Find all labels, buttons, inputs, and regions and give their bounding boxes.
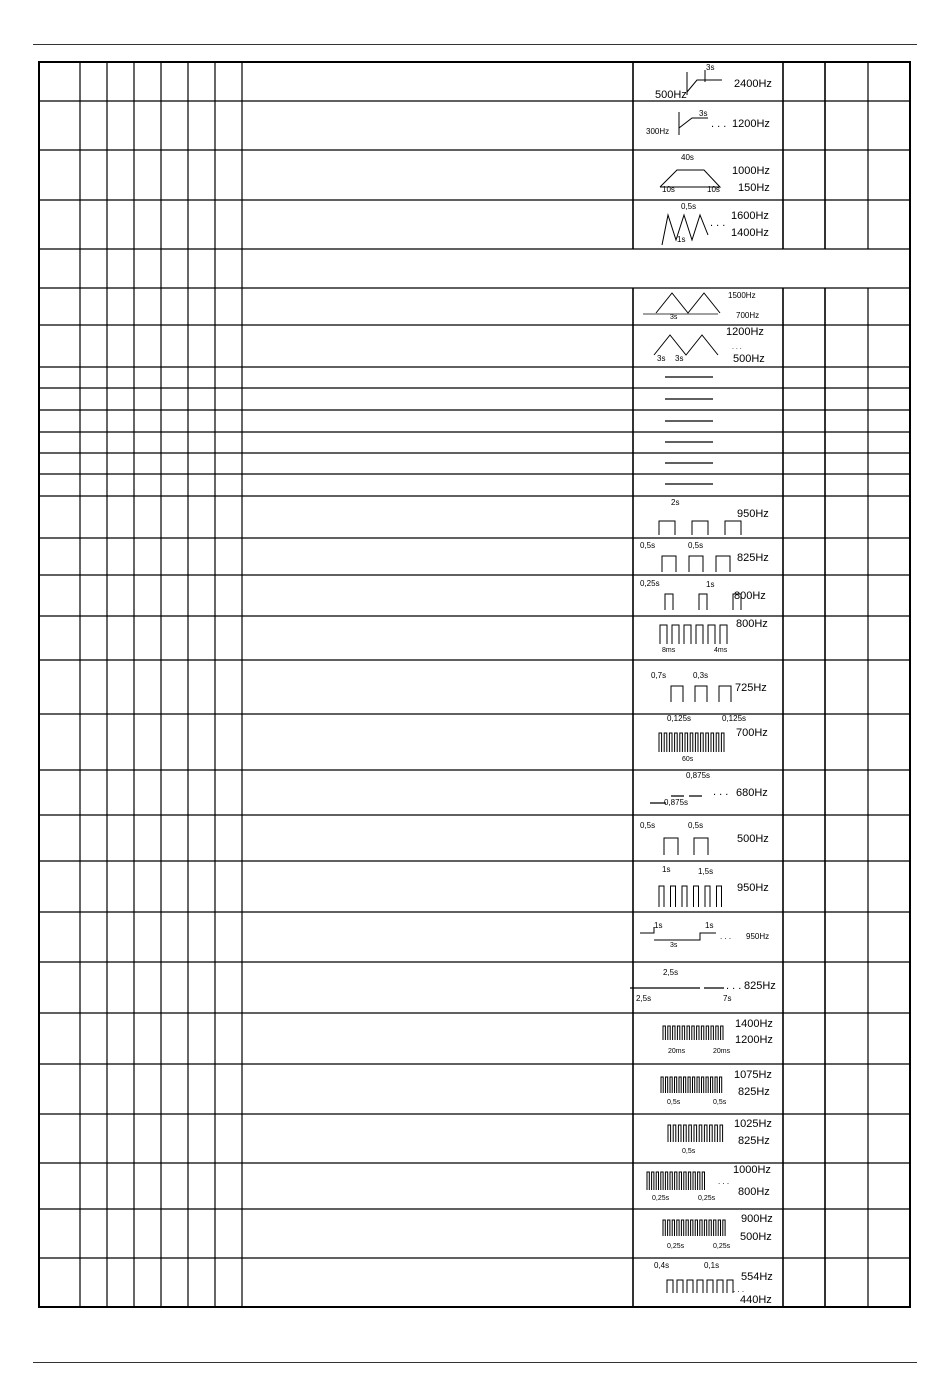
- waveform-label: 700Hz: [736, 311, 760, 320]
- waveform-label: 1200Hz: [726, 326, 764, 338]
- waveform-label: 700Hz: [736, 727, 768, 739]
- waveform-label: 1s: [677, 235, 686, 244]
- waveform-label: 8ms: [662, 647, 676, 654]
- waveform-trace: [663, 1220, 725, 1236]
- waveform-label: 3s: [670, 314, 678, 321]
- waveform-label: 1200Hz: [732, 118, 770, 130]
- waveform-trace: [647, 1172, 705, 1190]
- waveform-label: . . .: [713, 786, 729, 798]
- waveform-label: 0,875s: [664, 798, 689, 807]
- waveform-trace: [659, 886, 722, 907]
- waveform-trace: [659, 733, 724, 752]
- waveform-label: 2400Hz: [734, 78, 772, 90]
- waveform-label: 825Hz: [738, 1086, 770, 1098]
- waveform-trace: [665, 594, 741, 610]
- waveform-label: 1400Hz: [731, 227, 769, 239]
- waveform-label: 3s: [706, 63, 715, 72]
- waveform-label: 0,25s: [713, 1243, 731, 1250]
- waveform-label: 60s: [682, 756, 694, 763]
- waveform-label: 825Hz: [744, 980, 776, 992]
- waveform-label: . . .: [710, 217, 726, 229]
- waveform-label: 950Hz: [737, 882, 769, 894]
- waveform-label: 800Hz: [734, 590, 766, 602]
- waveform-label: 7s: [723, 994, 732, 1003]
- waveform-trace: [668, 1125, 723, 1142]
- waveform-label: 300Hz: [646, 127, 670, 136]
- waveform-label: 0,7s: [651, 671, 667, 680]
- waveform-label: . . .: [718, 1177, 730, 1186]
- waveform-label: 0,25s: [640, 579, 660, 588]
- waveform-label: 440Hz: [740, 1294, 772, 1306]
- waveform-label: 1200Hz: [735, 1034, 773, 1046]
- waveform-label: . . .: [733, 1285, 745, 1294]
- waveform-label: 2s: [671, 498, 680, 507]
- waveform-label: 0,5s: [713, 1099, 727, 1106]
- waveform-label: 800Hz: [736, 618, 768, 630]
- waveform-label: 0,125s: [667, 714, 692, 723]
- waveform-label: 3s: [675, 354, 684, 363]
- waveform-label: 1s: [662, 865, 671, 874]
- waveform-label: 725Hz: [735, 682, 767, 694]
- waveform-label: 500Hz: [733, 353, 765, 365]
- waveform-label: 0,25s: [698, 1195, 716, 1202]
- waveform-trace: [664, 838, 708, 855]
- waveform-label: 950Hz: [737, 508, 769, 520]
- waveform-label: 1600Hz: [731, 210, 769, 222]
- waveform-label: 2,5s: [663, 968, 679, 977]
- waveform-label: 900Hz: [741, 1213, 773, 1225]
- waveform-label: 500Hz: [655, 89, 687, 101]
- waveform-label: 0,5s: [688, 541, 704, 550]
- waveform-trace: [667, 1280, 733, 1293]
- waveform-trace: [661, 1077, 722, 1093]
- waveform-label: . . .: [711, 118, 727, 130]
- waveform-label: 680Hz: [736, 787, 768, 799]
- waveform-label: 0,5s: [681, 202, 697, 211]
- waveform-label: 950Hz: [746, 932, 770, 941]
- waveform-trace: [687, 70, 722, 95]
- waveform-label: 1s: [705, 921, 714, 930]
- waveform-label: 0,5s: [640, 821, 656, 830]
- waveform-label: 0,4s: [654, 1261, 670, 1270]
- waveform-label: 20ms: [713, 1048, 731, 1055]
- waveform-label: 0,25s: [652, 1195, 670, 1202]
- waveform-label: 800Hz: [738, 1186, 770, 1198]
- waveform-trace: [663, 1026, 723, 1040]
- waveform-label: 0,25s: [667, 1243, 685, 1250]
- waveform-label: . . .: [732, 344, 742, 351]
- waveform-label: 20ms: [668, 1048, 686, 1055]
- waveform-label: 1400Hz: [735, 1018, 773, 1030]
- waveform-label: 0,875s: [686, 771, 711, 780]
- waveform-label: 1075Hz: [734, 1069, 772, 1081]
- waveform-label: 150Hz: [738, 182, 770, 194]
- waveform-trace: [660, 625, 727, 644]
- waveform-label: 10s: [662, 185, 675, 194]
- waveform-label: 1,5s: [698, 867, 714, 876]
- waveform-label: 0,5s: [682, 1148, 696, 1155]
- waveform-label: 4ms: [714, 647, 728, 654]
- waveform-label: 40s: [681, 153, 694, 162]
- waveform-label: 1000Hz: [733, 1164, 771, 1176]
- waveform-label: 0,5s: [688, 821, 704, 830]
- waveform-label: 500Hz: [737, 833, 769, 845]
- waveform-trace: [662, 556, 730, 572]
- waveform-trace: [654, 335, 718, 355]
- waveform-trace: [671, 686, 731, 702]
- waveform-trace: [656, 293, 720, 313]
- waveform-label: 1s: [654, 921, 663, 930]
- waveform-label: . . .: [726, 980, 742, 992]
- waveform-label: 825Hz: [738, 1135, 770, 1147]
- waveform-label: 1025Hz: [734, 1118, 772, 1130]
- waveform-label: 3s: [699, 109, 708, 118]
- waveform-label: 0,5s: [640, 541, 656, 550]
- waveform-label: 0,1s: [704, 1261, 720, 1270]
- waveform-label: 3s: [657, 354, 666, 363]
- waveform-label: 1500Hz: [728, 291, 756, 300]
- waveform-label: 0,3s: [693, 671, 709, 680]
- waveform-label: 3s: [670, 942, 678, 949]
- waveform-label: 1s: [706, 580, 715, 589]
- waveform-label: 2,5s: [636, 994, 652, 1003]
- waveform-label: . . .: [720, 932, 732, 941]
- waveform-label: 500Hz: [740, 1231, 772, 1243]
- waveform-label: 825Hz: [737, 552, 769, 564]
- waveform-label: 0,125s: [722, 714, 747, 723]
- waveform-label: 1000Hz: [732, 165, 770, 177]
- waveform-label: 10s: [707, 185, 720, 194]
- waveform-trace: [659, 521, 741, 535]
- waveform-label: 554Hz: [741, 1271, 773, 1283]
- waveform-label: 0,5s: [667, 1099, 681, 1106]
